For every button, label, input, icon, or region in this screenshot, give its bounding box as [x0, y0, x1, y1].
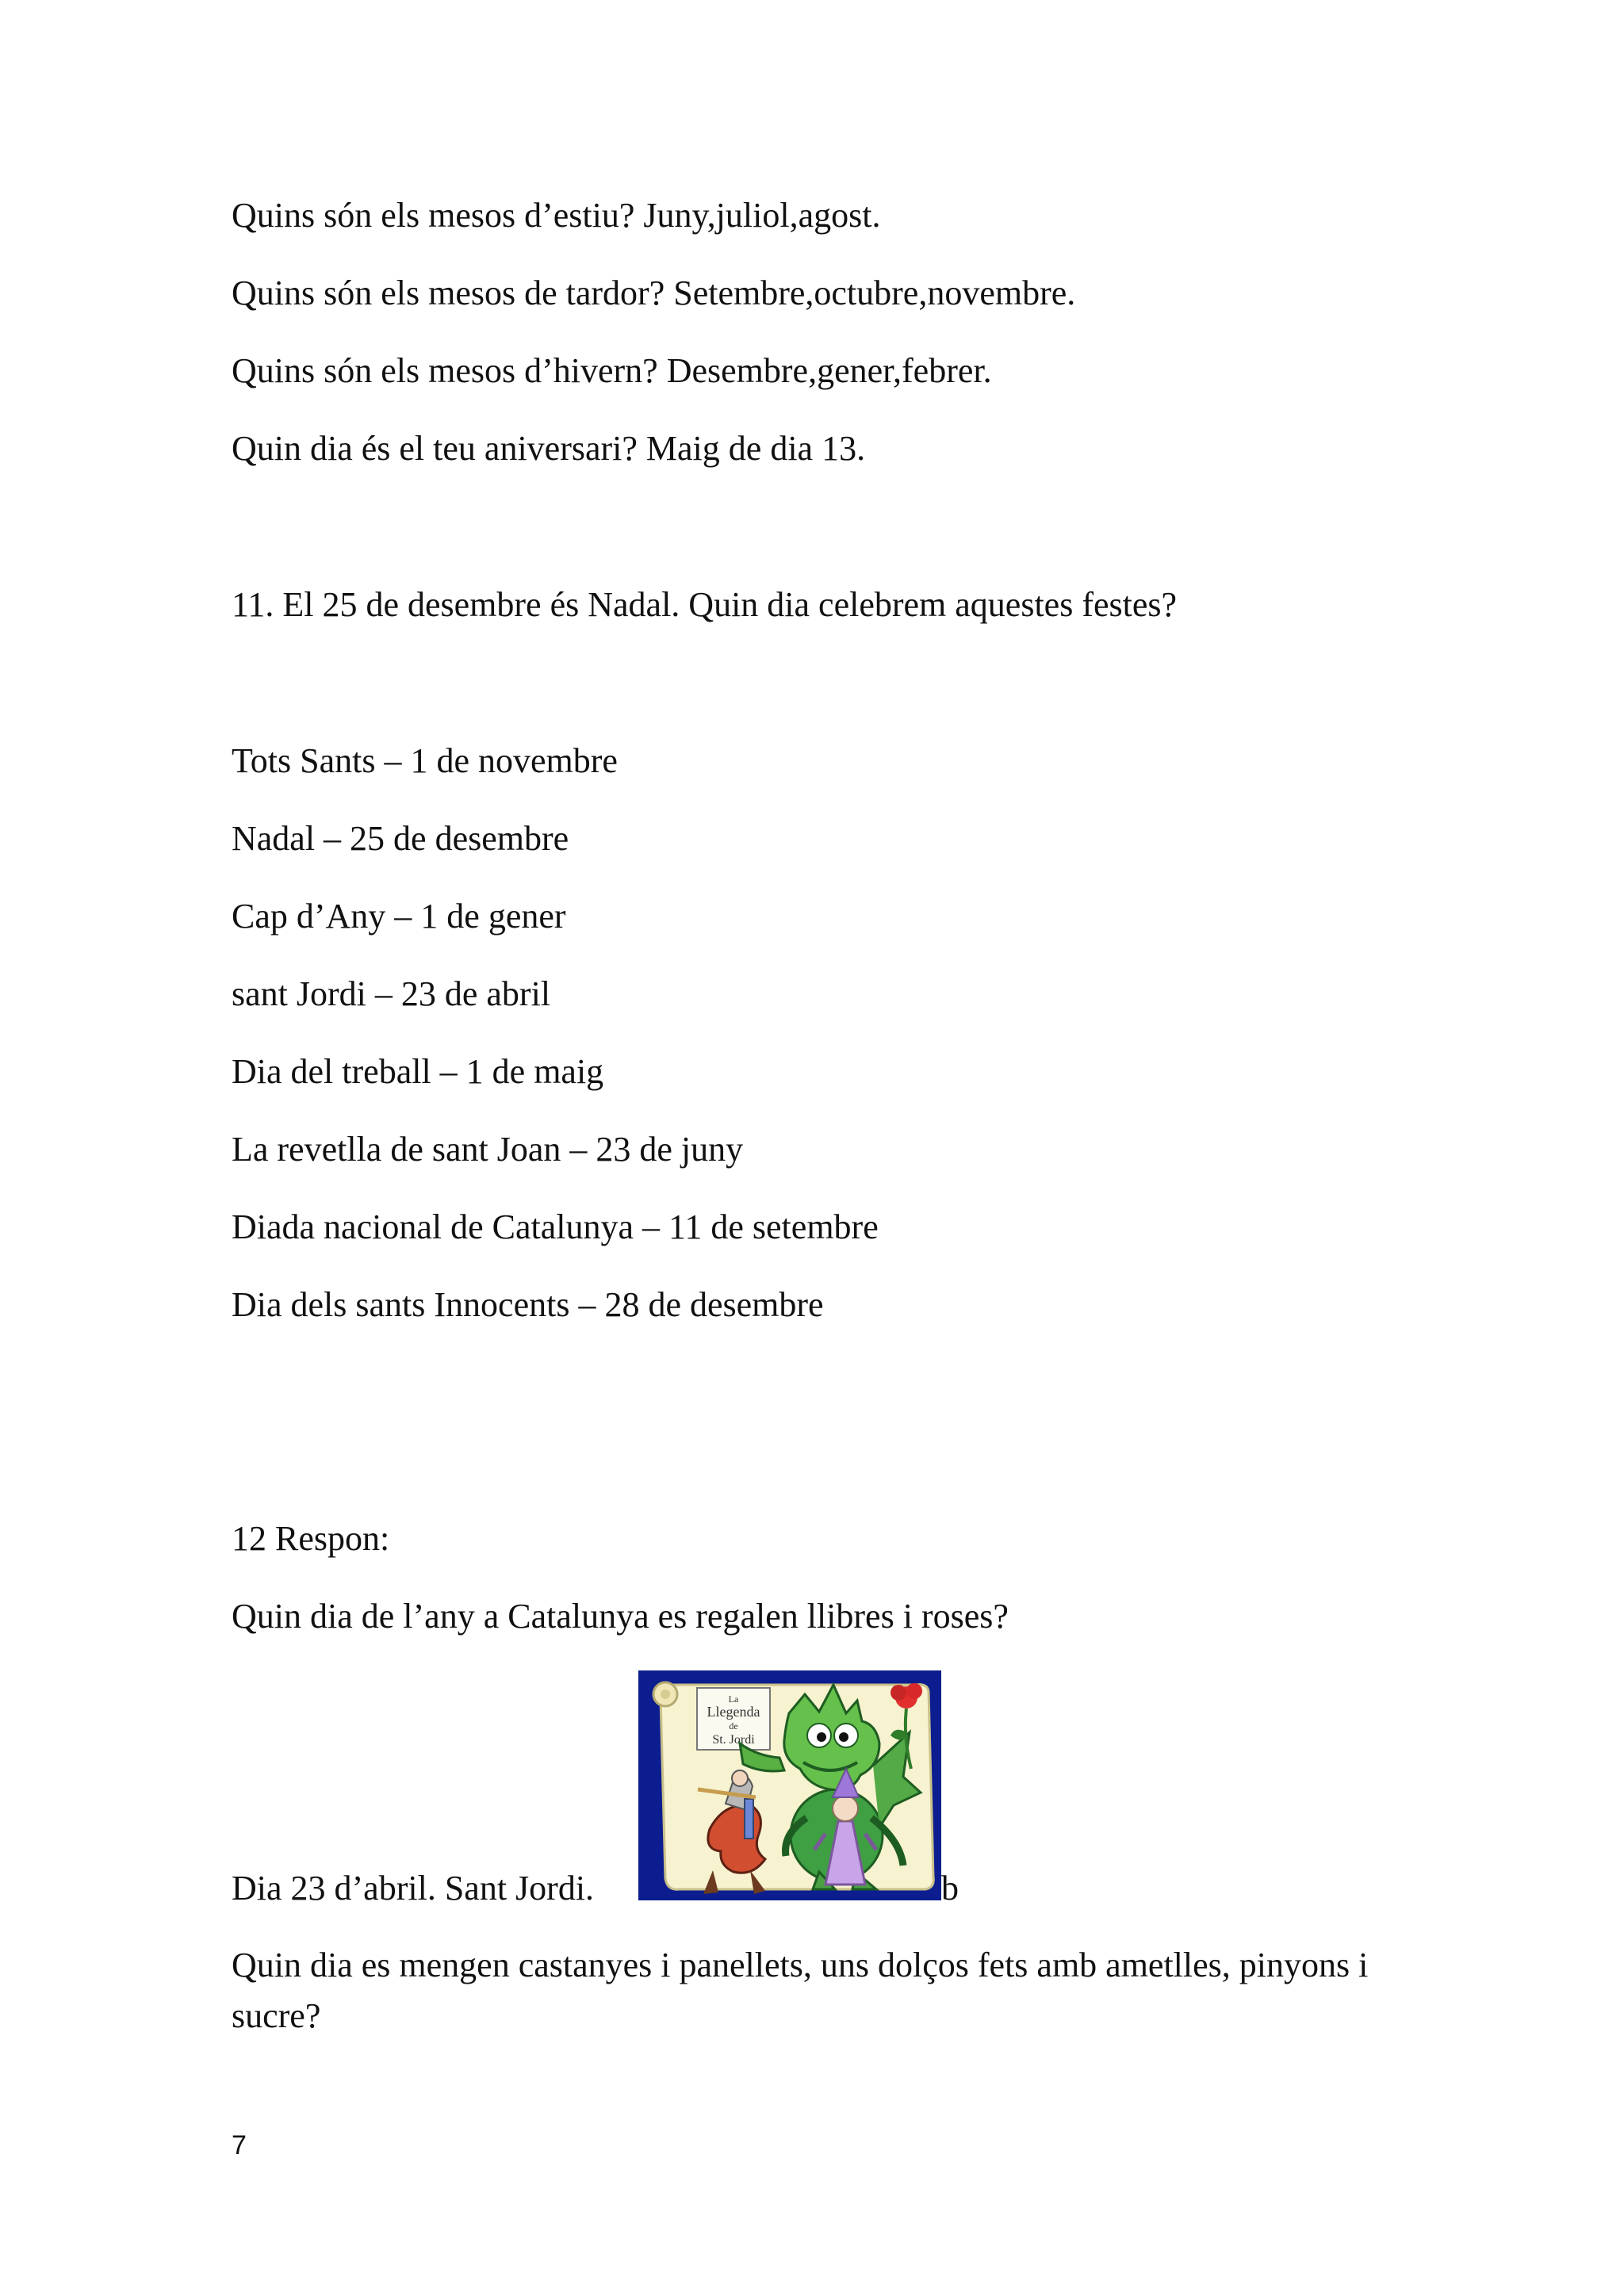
answer-sant-jordi: Dia 23 d’abril. Sant Jordi.: [232, 1869, 595, 1908]
festival-item: sant Jordi – 23 de abril: [232, 974, 551, 1013]
image-caption-line4: St. Jordi: [712, 1733, 755, 1747]
question-winter: Quins són els mesos d’hivern? Desembre,gener,febrer.: [232, 351, 992, 390]
sant-jordi-illustration-art: [638, 1670, 941, 1900]
festival-item: Nadal – 25 de desembre: [232, 819, 569, 858]
question-autumn: Quins són els mesos de tardor? Setembre,octubre,novembre.: [232, 274, 1076, 312]
festival-item: Diada nacional de Catalunya – 11 de setembre: [232, 1207, 879, 1246]
festival-item: La revetlla de sant Joan – 23 de juny: [232, 1130, 744, 1169]
sant-jordi-illustration: [638, 1670, 941, 1900]
section-12-heading: 12 Respon:: [232, 1519, 390, 1558]
answer-tail-text: b: [941, 1869, 959, 1908]
image-caption-line1: La: [728, 1693, 739, 1705]
section-11-heading: 11. El 25 de desembre és Nadal. Quin dia celebrem aquestes festes?: [232, 585, 1178, 624]
image-caption-line2: Llegenda: [707, 1704, 760, 1720]
question-birthday: Quin dia és el teu aniversari? Maig de dia 13.: [232, 429, 866, 468]
image-caption-line3: de: [729, 1720, 738, 1732]
page-number: 7: [232, 2130, 247, 2160]
question-books-roses: Quin dia de l’any a Catalunya es regalen llibres i roses?: [232, 1597, 1009, 1636]
festival-item: Dia dels sants Innocents – 28 de desembre: [232, 1285, 824, 1324]
festival-item: Tots Sants – 1 de novembre: [232, 741, 618, 780]
question-summer: Quins són els mesos d’estiu? Juny,juliol,agost.: [232, 196, 881, 235]
festival-item: Cap d’Any – 1 de gener: [232, 897, 566, 936]
question-castanyes: Quin dia es mengen castanyes i panellets, uns dolços fets amb ametlles, pinyons i sucre?: [232, 1946, 1369, 2035]
festival-item: Dia del treball – 1 de maig: [232, 1052, 604, 1091]
